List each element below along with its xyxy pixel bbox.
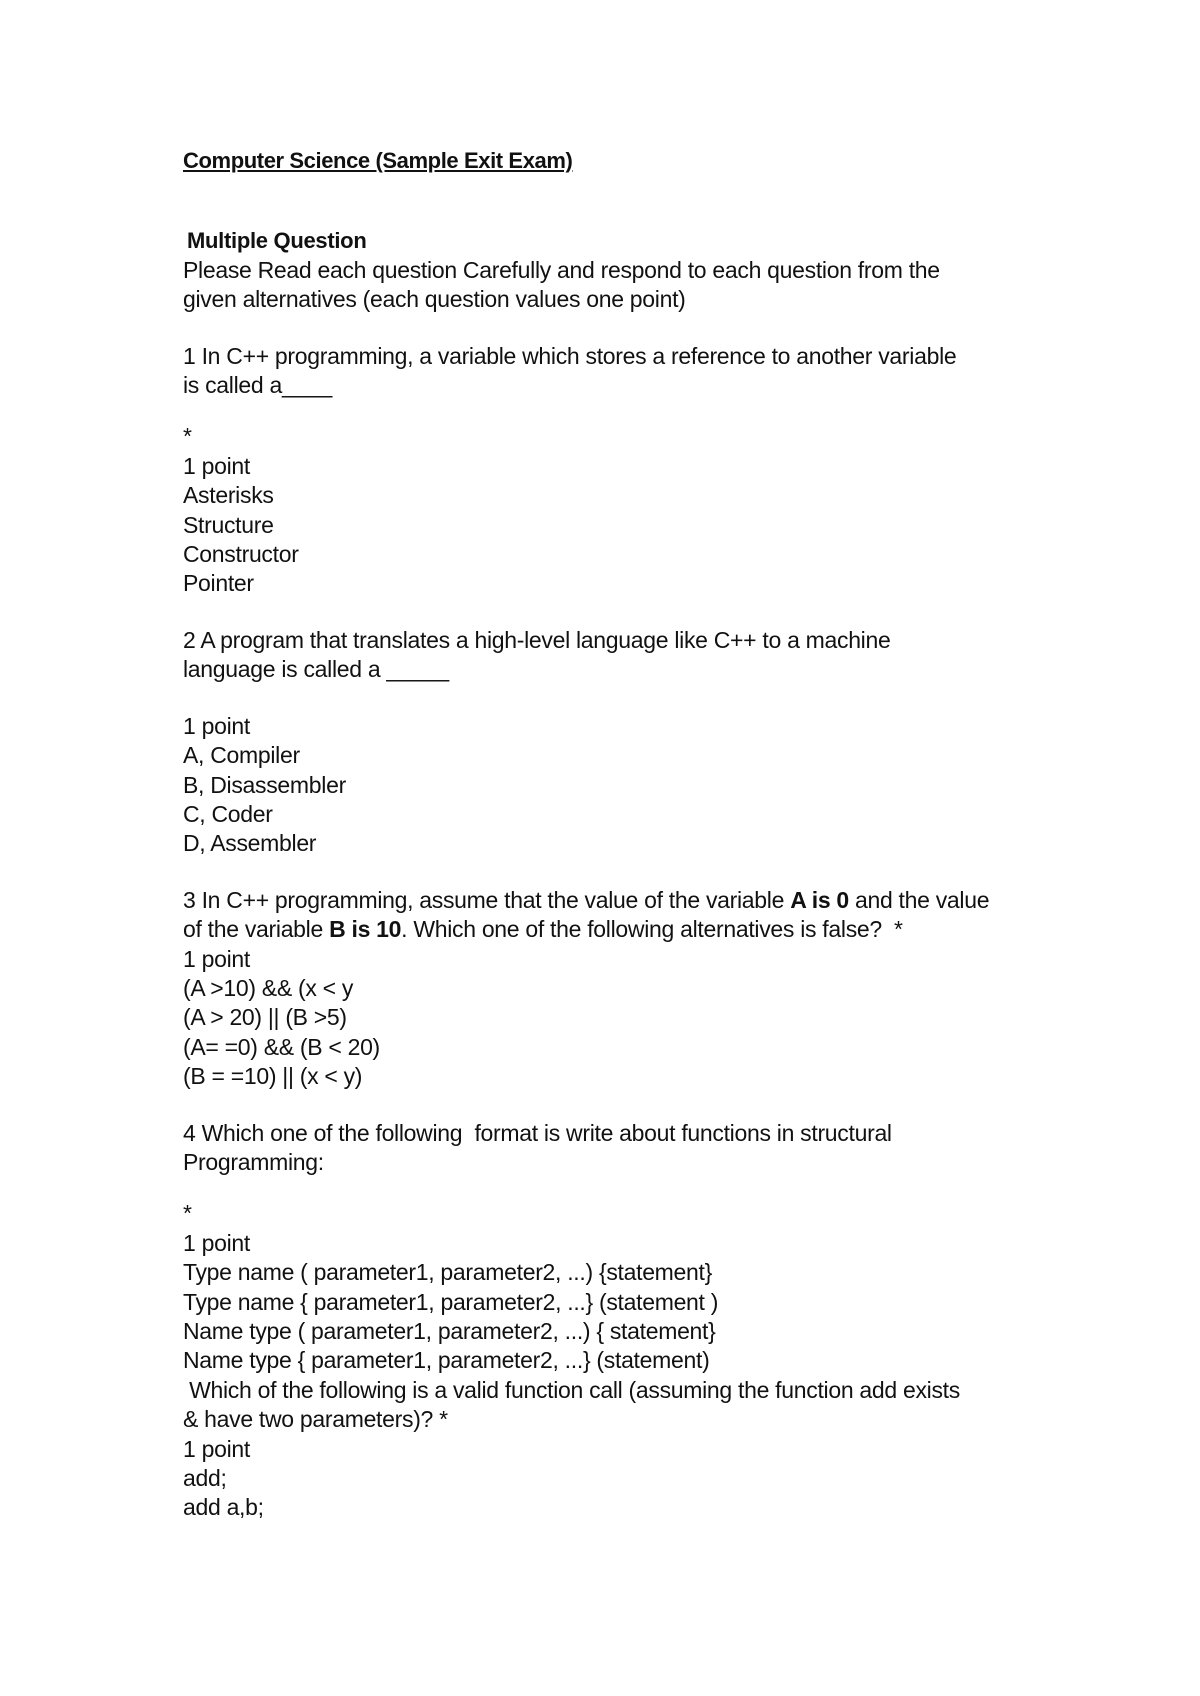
answer-option[interactable]: A, Compiler <box>183 742 300 769</box>
section-heading: Multiple Question <box>187 228 367 254</box>
answer-option[interactable]: (B = =10) || (x < y) <box>183 1063 363 1090</box>
question-3 <box>183 886 1063 1092</box>
answer-option[interactable]: C, Coder <box>183 800 273 827</box>
question-stem: Which of the following is a valid function call (assuming the function add exists <box>183 1376 960 1403</box>
points-label: 1 point <box>183 452 250 479</box>
question-4 <box>183 1119 1063 1376</box>
question-stem: is called a____ <box>183 372 332 399</box>
question-stem <box>183 915 1063 944</box>
answer-option[interactable]: add; <box>183 1465 227 1492</box>
page-title: Computer Science (Sample Exit Exam) <box>183 148 573 173</box>
answer-option[interactable]: Constructor <box>183 541 299 568</box>
answer-option[interactable]: Type name ( parameter1, parameter2, ...) {statement} <box>183 1259 712 1286</box>
answer-option[interactable]: Structure <box>183 511 274 538</box>
instructions-line: given alternatives (each question values one point) <box>183 286 686 313</box>
stem-emphasis: A is 0 <box>790 886 849 913</box>
stem-text: of the variable <box>183 916 330 943</box>
required-mark: * <box>183 1200 192 1227</box>
exam-content <box>183 146 1063 1523</box>
points-label: 1 point <box>183 1435 250 1462</box>
stem-text: 3 In C++ programming, assume that the value of the variable <box>183 886 791 913</box>
answer-option[interactable]: B, Disassembler <box>183 771 346 798</box>
answer-option[interactable]: Pointer <box>183 570 254 597</box>
answer-option[interactable]: Name type { parameter1, parameter2, ...} (statement) <box>183 1347 710 1374</box>
stem-text: and the value <box>848 886 990 913</box>
stem-emphasis: B is 10 <box>329 916 402 943</box>
question-stem: 2 A program that translates a high-level language like C++ to a machine <box>183 626 891 653</box>
question-stem: 4 Which one of the following format is write about functions in structural <box>183 1119 892 1146</box>
question-stem: 1 In C++ programming, a variable which stores a reference to another variable <box>183 342 957 369</box>
question-2 <box>183 626 1063 859</box>
instructions-line: Please Read each question Carefully and respond to each question from the <box>183 256 940 283</box>
question-stem: & have two parameters)? * <box>183 1406 448 1433</box>
question-1 <box>183 342 1063 599</box>
required-mark: * <box>183 423 192 450</box>
points-label: 1 point <box>183 1229 250 1256</box>
stem-text: . Which one of the following alternatives is false? * <box>401 916 903 943</box>
question-stem <box>183 886 1063 915</box>
points-label: 1 point <box>183 945 250 972</box>
answer-option[interactable]: Type name { parameter1, parameter2, ...} (statement ) <box>183 1288 719 1315</box>
answer-option[interactable]: (A > 20) || (B >5) <box>183 1004 347 1031</box>
question-5 <box>183 1376 1063 1523</box>
answer-option[interactable]: Name type ( parameter1, parameter2, ...) { statement} <box>183 1318 716 1344</box>
question-stem: Programming: <box>183 1148 324 1175</box>
answer-option[interactable]: (A >10) && (x < y <box>183 974 354 1001</box>
points-label: 1 point <box>183 712 250 739</box>
answer-option[interactable]: D, Assembler <box>183 830 317 857</box>
answer-option[interactable]: (A= =0) && (B < 20) <box>183 1033 380 1060</box>
question-stem: language is called a _____ <box>183 656 449 683</box>
answer-option[interactable]: Asterisks <box>183 482 274 509</box>
answer-option[interactable]: add a,b; <box>183 1494 264 1521</box>
